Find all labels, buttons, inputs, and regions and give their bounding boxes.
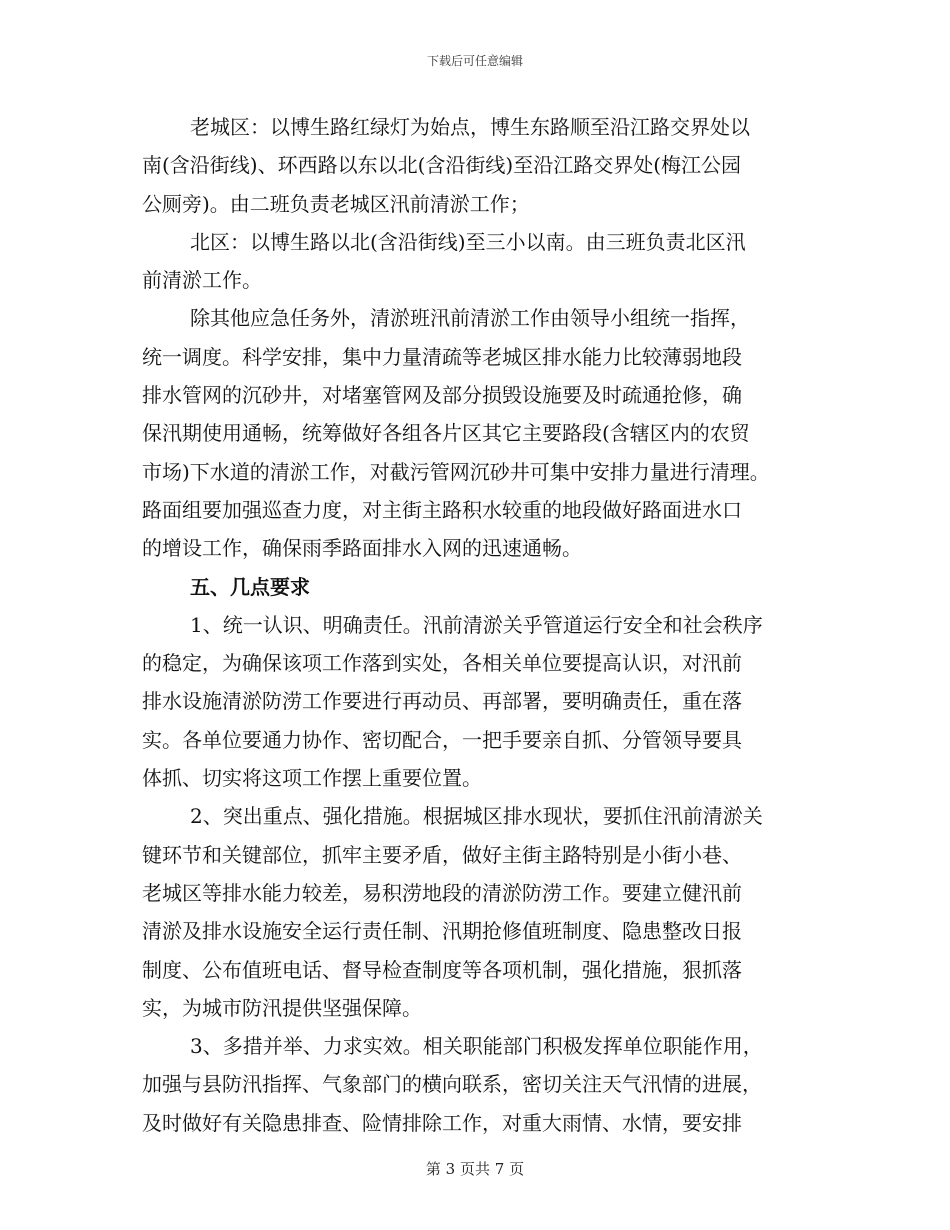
text-line: 清淤及排水设施安全运行责任制、汛期抢修值班制度、隐患整改日报: [142, 919, 742, 944]
text-line: 实，为城市防汛提供坚强保障。: [142, 995, 422, 1020]
text-line: 老城区：以博生路红绿灯为始点，博生东路顺至沿江路交界处以: [190, 115, 750, 139]
text-line: 老城区等排水能力较差，易积涝地段的清淤防涝工作。要建立健汛前: [142, 880, 742, 905]
text-line: 南(含沿街线)、环西路以东以北(含沿街线)至沿江路交界处(梅江公园: [142, 153, 742, 178]
text-line: 公厕旁)。由二班负责老城区汛前清淤工作；: [142, 191, 530, 216]
text-line: 排水设施清淤防涝工作要进行再动员、再部署，要明确责任，重在落: [142, 689, 742, 714]
text-line: 除其他应急任务外，清淤班汛前清淤工作由领导小组统一指挥，: [190, 306, 750, 331]
section-heading: 五、几点要求: [190, 574, 310, 599]
text-line: 体抓、切实将这项工作摆上重要位置。: [142, 766, 482, 791]
text-line: 2、突出重点、强化措施。根据城区排水现状，要抓住汛前清淤关: [190, 804, 763, 829]
text-line: 保汛期使用通畅，统筹做好各组各片区其它主要路段(含辖区内的农贸: [142, 421, 750, 446]
text-line: 前清淤工作。: [142, 268, 262, 293]
page-footer: 第 3 页共 7 页: [425, 1160, 525, 1178]
text-line: 的增设工作，确保雨季路面排水入网的迅速通畅。: [142, 536, 582, 561]
text-line: 北区：以博生路以北(含沿街线)至三小以南。由三班负责北区汛: [190, 229, 746, 254]
text-line: 统一调度。科学安排，集中力量清疏等老城区排水能力比较薄弱地段: [142, 344, 742, 369]
text-line: 3、多措并举、力求实效。相关职能部门积极发挥单位职能作用，: [190, 1034, 763, 1059]
text-line: 实。各单位要通力协作、密切配合，一把手要亲自抓、分管领导要具: [142, 727, 742, 752]
text-line: 1、统一认识、明确责任。汛前清淤关乎管道运行安全和社会秩序: [190, 612, 763, 637]
page-header: 下载后可任意编辑: [426, 54, 523, 68]
text-line: 键环节和关键部位，抓牢主要矛盾，做好主街主路特别是小街小巷、: [142, 842, 742, 867]
document-body: [142, 108, 814, 1142]
text-line: 的稳定，为确保该项工作落到实处，各相关单位要提高认识，对汛前: [142, 651, 742, 676]
text-line: 市场)下水道的清淤工作，对截污管网沉砂井可集中安排力量进行清理。: [142, 459, 770, 484]
text-line: 制度、公布值班电话、督导检查制度等各项机制，强化措施，狠抓落: [142, 957, 742, 982]
text-line: 及时做好有关隐患排查、险情排除工作，对重大雨情、水情，要安排: [142, 1110, 742, 1135]
text-line: 加强与县防汛指挥、气象部门的横向联系，密切关注天气汛情的进展，: [142, 1072, 762, 1097]
text-line: 排水管网的沉砂井，对堵塞管网及部分损毁设施要及时疏通抢修，确: [142, 383, 742, 408]
text-line: 路面组要加强巡查力度，对主街主路积水较重的地段做好路面进水口: [142, 497, 742, 522]
